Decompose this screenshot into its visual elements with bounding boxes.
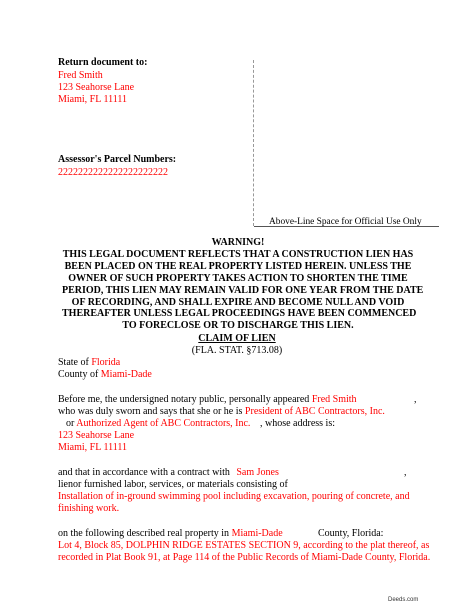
return-heading: Return document to: xyxy=(58,57,148,68)
parcel-number: 2222222222222222222222 xyxy=(58,167,168,178)
address-suffix: , whose address is: xyxy=(260,418,335,429)
notary-role-prefix: who was duly sworn and says that she or he is xyxy=(58,406,243,417)
address-city: Miami, FL 11111 xyxy=(58,442,127,453)
property-county-suffix: County, Florida: xyxy=(318,528,384,539)
property-county: Miami-Dade xyxy=(231,528,283,539)
warning-line: PERIOD, THIS LIEN MAY REMAIN VALID FOR ONE YEAR FROM THE DATE xyxy=(62,284,424,296)
return-name: Fred Smith xyxy=(58,70,103,81)
property-line xyxy=(58,528,283,540)
notary-prefix: Before me, the undersigned notary public, personally appeared xyxy=(58,394,310,405)
work-line-2: finishing work. xyxy=(58,503,120,514)
contract-party: Sam Jones xyxy=(236,467,279,478)
claim-title-wrap xyxy=(137,333,337,345)
county-value: Miami-Dade xyxy=(100,369,152,380)
warning-line: THEREAFTER UNLESS LEGAL PROCEEDINGS HAVE BEEN COMMENCED xyxy=(62,308,417,320)
official-use-label: Above-Line Space for Official Use Only xyxy=(269,217,422,227)
warning-line: OF RECORDING, AND SHALL EXPIRE AND BECOME NULL AND VOID xyxy=(71,296,405,308)
warning-block xyxy=(62,237,424,332)
agent-value: Authorized Agent of ABC Contractors, Inc. xyxy=(76,418,251,429)
warning-line: TO FORECLOSE OR TO DISCHARGE THIS LIEN. xyxy=(122,320,354,332)
warning-line: THIS LEGAL DOCUMENT REFLECTS THAT A CONSTRUCTION LIEN HAS xyxy=(62,248,414,260)
footer-brand: Deeds.com xyxy=(388,597,419,603)
or-label: or xyxy=(66,418,75,429)
notary-line-1-end: , xyxy=(414,394,417,405)
notary-line-3 xyxy=(66,418,250,430)
appeared-name: Fred Smith xyxy=(311,394,357,405)
notary-role: President of ABC Contractors, Inc. xyxy=(244,406,385,417)
state-value: Florida xyxy=(91,357,121,368)
legal-line-1: Lot 4, Block 85, DOLPHIN RIDGE ESTATES SECTION 9, according to the plat thereof, as xyxy=(58,540,430,551)
notary-line-2 xyxy=(58,406,385,418)
contract-line-1-end: , xyxy=(404,467,407,478)
county-label: County of xyxy=(58,369,99,380)
contract-line-1 xyxy=(58,467,279,479)
address-street: 123 Seahorse Lane xyxy=(58,430,135,441)
contract-line-2: lienor furnished labor, services, or materials consisting of xyxy=(58,479,288,490)
claim-statute: (FLA. STAT. §713.08) xyxy=(191,345,283,356)
warning-line: OWNER OF SUCH PROPERTY TAKES ACTION TO SHORTEN THE TIME xyxy=(68,272,408,284)
county-line xyxy=(58,369,152,381)
warning-line: BEEN PLACED ON THE REAL PROPERTY LISTED HEREIN. UNLESS THE xyxy=(64,260,412,272)
official-use-divider xyxy=(253,60,254,226)
warning-title: WARNING! xyxy=(211,237,265,248)
state-line xyxy=(58,357,120,369)
legal-line-2: recorded in Plat Book 91, at Page 114 of the Public Records of Miami-Dade County, Florida. xyxy=(58,552,431,563)
contract-prefix: and that in accordance with a contract with xyxy=(58,467,230,478)
state-label: State of xyxy=(58,357,89,368)
property-prefix: on the following described real property in xyxy=(58,528,230,539)
notary-line-1 xyxy=(58,394,357,406)
return-city: Miami, FL 11111 xyxy=(58,94,127,105)
parcel-heading: Assessor's Parcel Numbers: xyxy=(58,154,177,165)
work-line-1: Installation of in-ground swimming pool including excavation, pouring of concrete, and xyxy=(58,491,410,502)
return-street: 123 Seahorse Lane xyxy=(58,82,135,93)
claim-title: CLAIM OF LIEN xyxy=(198,333,276,344)
